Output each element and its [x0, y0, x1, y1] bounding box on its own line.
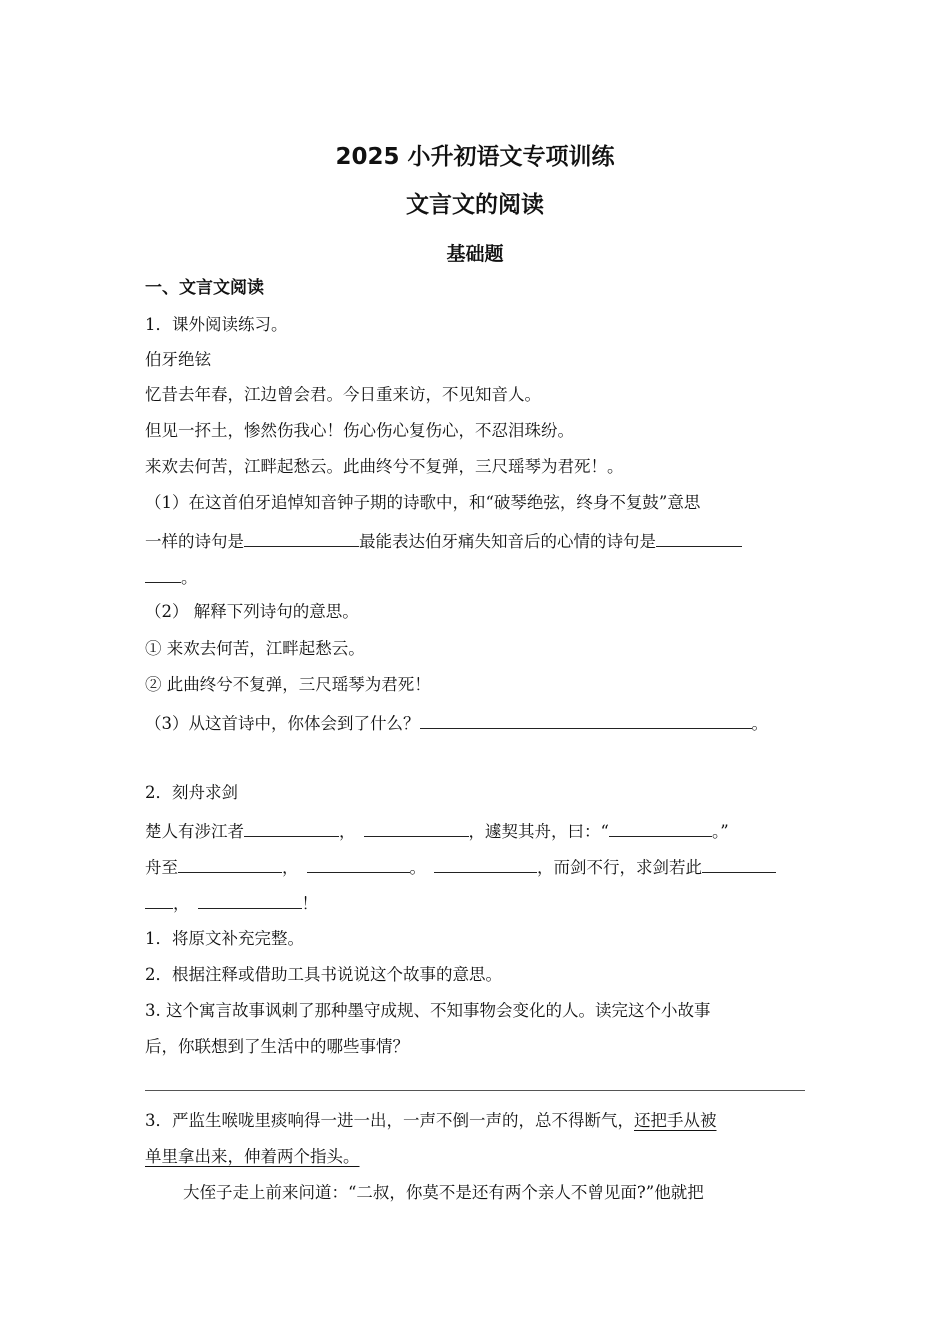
answer-blank[interactable] — [244, 818, 339, 837]
q1-text-a: 一样的诗句是 — [145, 532, 244, 551]
q2-text: ， — [339, 822, 356, 841]
poem-line-1: 忆昔去年春，江边曾会君。今日重来访，不见知音人。 — [145, 385, 541, 404]
q2-text: 。” — [711, 822, 729, 841]
poem-title: 伯牙绝铉 — [145, 350, 211, 369]
answer-blank[interactable] — [702, 854, 776, 873]
question-2-sub-3-cont: 后，你联想到了生活中的哪些事情？ — [145, 1037, 409, 1056]
answer-blank[interactable] — [178, 854, 282, 873]
question-3-line-3: 大侄子走上前来问道：“二叔，你莫不是还有两个亲人不曾见面?”他就把 — [183, 1183, 704, 1202]
answer-blank[interactable] — [145, 564, 181, 583]
q1-p3-text: （3）从这首诗中，你体会到了什么？ — [145, 714, 420, 733]
question-1-label: 1．课外阅读练习。 — [145, 315, 288, 334]
q2-text: ，而剑不行，求剑若此 — [537, 858, 702, 877]
question-1-part-2: （2） 解释下列诗句的意思。 — [145, 602, 359, 621]
document-subtitle: 文言文的阅读 — [406, 192, 544, 218]
question-3-line-1 — [145, 1110, 717, 1132]
q1-period: 。 — [181, 568, 198, 587]
question-2-sub-2: 2．根据注释或借助工具书说说这个故事的意思。 — [145, 965, 502, 984]
q3-underlined-text: 还把手从被 — [634, 1111, 717, 1130]
answer-blank[interactable] — [198, 890, 302, 909]
question-1-item-1: ① 来欢去何苦，江畔起愁云。 — [145, 639, 365, 658]
q1-p3-period: 。 — [751, 714, 768, 733]
question-1-part-1: （1）在这首伯牙追悼知音钟子期的诗歌中，和“破琴绝弦，终身不复鼓”意思 — [145, 493, 701, 512]
question-1-part-3 — [145, 710, 768, 735]
q2-text: 楚人有涉江者 — [145, 822, 244, 841]
section-heading: 一、文言文阅读 — [145, 278, 264, 298]
q2-text: 舟至 — [145, 858, 178, 877]
poem-line-3: 来欢去何苦，江畔起愁云。此曲终兮不复弹，三尺瑶琴为君死！。 — [145, 457, 624, 476]
question-1-part-1-cont — [145, 528, 742, 553]
q2-text: 。 — [409, 858, 426, 877]
question-2-label: 2．刻舟求剑 — [145, 783, 238, 802]
question-3-line-2: 单里拿出来，伸着两个指头。 — [145, 1147, 360, 1166]
q1-text-b: 最能表达伯牙痛失知音后的心情的诗句是 — [359, 532, 656, 551]
answer-blank[interactable] — [244, 528, 359, 547]
q2-text: ， — [173, 894, 190, 913]
question-2-line-1 — [145, 818, 729, 843]
q3-text: 3．严监生喉咙里痰响得一进一出，一声不倒一声的，总不得断气， — [145, 1111, 634, 1130]
q2-text: ， — [282, 858, 299, 877]
difficulty-heading: 基础题 — [446, 243, 504, 265]
answer-blank[interactable] — [145, 890, 173, 909]
answer-line[interactable] — [145, 1090, 805, 1091]
question-2-line-2 — [145, 854, 776, 879]
question-1-part-1-end — [145, 564, 198, 589]
document-title: 2025 小升初语文专项训练 — [335, 144, 615, 170]
q2-text: ，遽契其舟，曰：“ — [468, 822, 609, 841]
question-2-sub-3: 3. 这个寓言故事讽刺了那种墨守成规、不知事物会变化的人。读完这个小故事 — [145, 1001, 711, 1020]
answer-blank[interactable] — [609, 818, 712, 837]
answer-blank[interactable] — [307, 854, 410, 873]
answer-blank[interactable] — [656, 528, 742, 547]
poem-line-2: 但见一抔土，惨然伤我心！伤心伤心复伤心，不忍泪珠纷。 — [145, 421, 574, 440]
question-2-line-3 — [145, 890, 318, 915]
question-2-sub-1: 1．将原文补充完整。 — [145, 929, 304, 948]
answer-blank[interactable] — [364, 818, 469, 837]
answer-blank[interactable] — [420, 710, 752, 729]
answer-blank[interactable] — [434, 854, 537, 873]
question-1-item-2: ② 此曲终兮不复弹，三尺瑶琴为君死！ — [145, 675, 431, 694]
q2-text: ！ — [301, 894, 318, 913]
